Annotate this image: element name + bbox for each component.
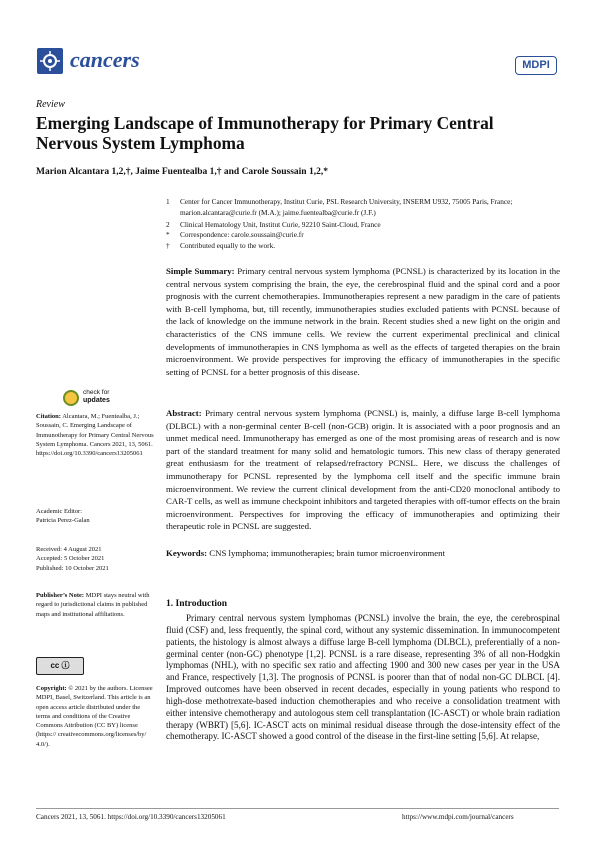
affiliation-mark: *	[166, 230, 170, 239]
affiliation-item	[166, 220, 566, 231]
check-updates-line1: check for	[83, 389, 110, 396]
introduction-paragraph	[166, 613, 560, 743]
footer-divider	[36, 808, 559, 809]
editor-name: Patricia Perez-Galan	[36, 517, 90, 525]
publisher-note-text: MDPI stays neutral with regard to jurisdictional claims in published maps and institutional affiliations.	[36, 592, 150, 618]
journal-logo-icon	[37, 48, 63, 74]
abstract-text: Primary central nervous system lymphoma (PCNSL) is, mainly, a diffuse large B-cell lymphoma (DLBCL) with a non-germinal center B-cell (non-GCB) origin. It is associated with a poor prognosis and an unmet medical need. Immunotherapy has emerged as one of the most promising areas of research and is now part of the standard treatment for many solid and hematologic tumors. This new class of therapy generated great enthusiasm for the treatment of relapsed/refractory PCNSL. Here, we discuss the challenges of immunotherapy for PCNSL represented by the lymphoma cell itself and the specific immune brain microenvironment. We review the current clinical development from the anti-CD20 monoclonal antibody to CAR-T cells, as well as immune checkpoint inhibitors and targeted therapies with off-tumor effects on the brain microenvironment. Perspectives for improving the efficacy of immunotherapies and optimizing their therapeutic role in PCNSL are suggested.	[166, 408, 560, 532]
citation-label: Citation:	[36, 413, 61, 420]
affiliation-text: Center for Cancer Immunotherapy, Institut Curie, PSL Research University, INSERM U932, 75005 Paris, France; marion.alcantara@curie.fr (M.A.); jaime.fuentealba@curie.fr (J.F.)	[180, 197, 513, 217]
article-title: Emerging Landscape of Immunotherapy for Primary Central Nervous System Lymphoma	[36, 113, 494, 153]
publisher-note-label: Publisher’s Note:	[36, 592, 85, 599]
academic-editor	[36, 507, 154, 526]
introduction-text: Primary central nervous system lymphomas (PCNSL) involve the brain, the eye, the cerebrospinal fluid (CSF) and, less frequently, the spinal cord, without any systemic dissemination. In immunocompetent patients, the histology is almost always a diffuse large B-cell lymphoma (DLBCL), preferentially of a non-germinal center (non-GC) phenotype [1,2]. PCNSL is a rare disease, representing 3% of all non-Hodgkin lymphomas (NHL), with no specific sex ratio and affecting 1900 and 300 new cases per year in the USA and France, respectively [1,3]. The prognosis of PCNSL is poorer than that of nodal non-GC DLBCL [4]. Improved outcomes have been observed in recent decades, especially in young patients who respond to high-dose methotrexate-based induction chemotherapies and who receive a consolidation treatment with either intensive chemotherapy and autologous stem cell transplantation (IC-ASCT) or whole brain radiation therapy (WBRT) [5,6]. IC-ASCT acts on minimal residual disease through the dose-intensity effect of the chemotherapy. IC-ASCT showed a good control of the disease in the first-line setting [5,6]. At relapse,	[166, 613, 560, 742]
check-updates-icon	[63, 390, 79, 406]
affiliation-text: Contributed equally to the work.	[180, 241, 276, 250]
keywords-label: Keywords:	[166, 548, 208, 558]
affiliation-item	[166, 197, 566, 218]
citation	[36, 412, 154, 458]
check-updates-line2: updates	[83, 397, 110, 404]
cc-license-badge[interactable]: cc ⓘ	[36, 657, 84, 675]
keywords	[166, 547, 560, 560]
affiliation-mark: 2	[166, 220, 170, 229]
author-list: Marion Alcantara 1,2,†, Jaime Fuentealba 1,† and Carole Soussain 1,2,*	[36, 167, 328, 177]
affiliation-item	[166, 230, 566, 241]
accepted-date: Accepted: 5 October 2021	[36, 555, 105, 563]
citation-text[interactable]: Alcantara, M.; Fuentealba, J.; Soussain, C. Emerging Landscape of Immunotherapy for Primary Central Nervous System Lymphoma. Cancers 2021, 13, 5061. https://doi.org/10.3390/cancers13205061	[36, 413, 154, 458]
simple-summary	[166, 265, 560, 378]
simple-summary-label: Simple Summary:	[166, 266, 235, 276]
abstract	[166, 407, 560, 533]
copyright-label: Copyright:	[36, 685, 67, 692]
article-type: Review	[36, 99, 65, 110]
affiliation-mark: †	[166, 241, 170, 250]
received-date: Received: 4 August 2021	[36, 546, 102, 553]
dates	[36, 545, 154, 573]
correspondence-email[interactable]: Correspondence: carole.soussain@curie.fr	[180, 230, 304, 239]
simple-summary-text: Primary central nervous system lymphoma (PCNSL) is characterized by its location in the central nervous system comprising the brain, the eye, the cerebrospinal fluid and the spinal cord and a poor prognosis with the current chemotherapies. Immunotherapies represent a new paradigm in the care of patients with B-cell lymphoma, but, till recently, immunotherapies studies excluded patients with PCNSL because of the lack of knowledge on the immune network in the brain. Recent studies shed a new light on the origin and characteristics of the CNS immune cells. We review the current experimental preclinical and clinical developments of immunotherapies in CNS lymphoma as well as the effects of targeted therapies on the brain microenvironment. We provide perspectives for improving the efficacy of immunotherapies in the specific setting of PCNSL for a better prognosis of this disease.	[166, 266, 560, 377]
affiliation-mark: 1	[166, 197, 170, 206]
footer-journal-url[interactable]: https://www.mdpi.com/journal/cancers	[402, 813, 514, 821]
editor-label: Academic Editor:	[36, 508, 83, 515]
copyright-text: © 2021 by the authors. Licensee MDPI, Basel, Switzerland. This article is an open access article distributed under the terms and conditions of the Creative Commons Attribution (CC BY) license (https:// creativecommons.org/licenses/by/ 4.0/).	[36, 685, 153, 748]
footer-citation[interactable]: Cancers 2021, 13, 5061. https://doi.org/10.3390/cancers13205061	[36, 813, 226, 821]
keywords-text: CNS lymphoma; immunotherapies; brain tumor microenvironment	[209, 548, 446, 558]
publisher-note	[36, 591, 154, 619]
journal-name[interactable]: cancers	[70, 47, 140, 72]
publisher-logo[interactable]: MDPI	[515, 56, 557, 75]
abstract-label: Abstract:	[166, 408, 202, 418]
check-for-updates-button[interactable]	[63, 388, 123, 410]
section-heading: 1. Introduction	[166, 599, 228, 609]
published-date: Published: 10 October 2021	[36, 564, 109, 572]
affiliation-item	[166, 241, 566, 252]
affiliation-text: Clinical Hematology Unit, Institut Curie, 92210 Saint-Cloud, France	[180, 220, 381, 229]
copyright	[36, 684, 154, 749]
